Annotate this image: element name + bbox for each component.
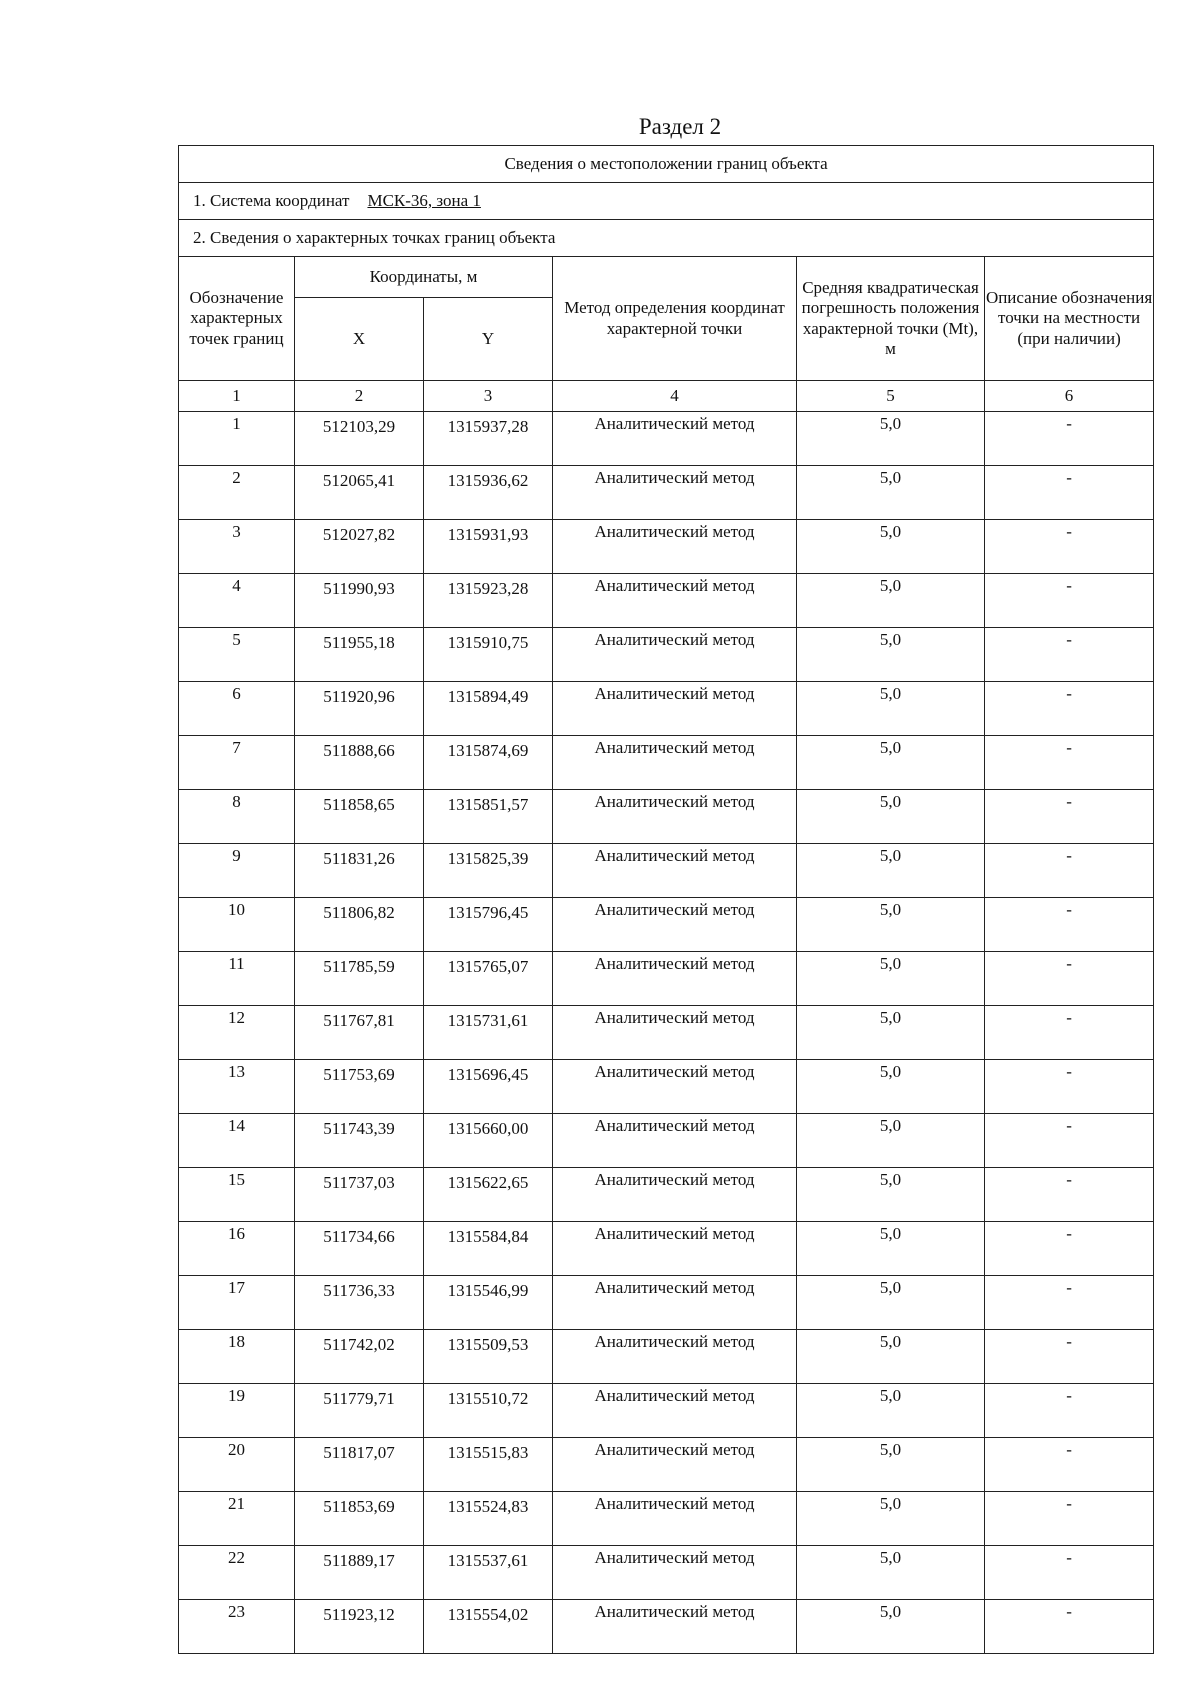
error-cell: 5,0 xyxy=(797,1006,985,1060)
y-coordinate-cell: 1315622,65 xyxy=(424,1168,553,1222)
point-number-cell: 13 xyxy=(179,1060,295,1114)
error-cell: 5,0 xyxy=(797,1384,985,1438)
table-row xyxy=(179,898,1154,952)
table-row xyxy=(179,952,1154,1006)
header-coordinates: Координаты, м xyxy=(295,257,553,298)
y-coordinate-cell: 1315731,61 xyxy=(424,1006,553,1060)
x-coordinate-cell: 511753,69 xyxy=(295,1060,424,1114)
coordinate-system-label: 1. Система координат xyxy=(193,191,350,210)
method-cell: Аналитический метод xyxy=(553,682,797,736)
error-cell: 5,0 xyxy=(797,1492,985,1546)
method-cell: Аналитический метод xyxy=(553,1384,797,1438)
description-cell: - xyxy=(985,412,1154,466)
header-description: Описание обозначения точки на местности (при наличии) xyxy=(985,257,1154,381)
header-error: Средняя квадратическая погрешность положения характерной точки (Mt), м xyxy=(797,257,985,381)
method-cell: Аналитический метод xyxy=(553,574,797,628)
method-cell: Аналитический метод xyxy=(553,466,797,520)
x-coordinate-cell: 511853,69 xyxy=(295,1492,424,1546)
y-coordinate-cell: 1315931,93 xyxy=(424,520,553,574)
y-coordinate-cell: 1315923,28 xyxy=(424,574,553,628)
column-number: 4 xyxy=(553,381,797,412)
y-coordinate-cell: 1315660,00 xyxy=(424,1114,553,1168)
error-cell: 5,0 xyxy=(797,628,985,682)
header-method: Метод определения координат характерной точки xyxy=(553,257,797,381)
error-cell: 5,0 xyxy=(797,1438,985,1492)
table-row xyxy=(179,1546,1154,1600)
method-cell: Аналитический метод xyxy=(553,1222,797,1276)
error-cell: 5,0 xyxy=(797,520,985,574)
error-cell: 5,0 xyxy=(797,1222,985,1276)
error-cell: 5,0 xyxy=(797,466,985,520)
y-coordinate-cell: 1315509,53 xyxy=(424,1330,553,1384)
description-cell: - xyxy=(985,574,1154,628)
x-coordinate-cell: 511734,66 xyxy=(295,1222,424,1276)
table-row xyxy=(179,682,1154,736)
error-cell: 5,0 xyxy=(797,844,985,898)
x-coordinate-cell: 511742,02 xyxy=(295,1330,424,1384)
x-coordinate-cell: 511785,59 xyxy=(295,952,424,1006)
point-number-cell: 1 xyxy=(179,412,295,466)
y-coordinate-cell: 1315515,83 xyxy=(424,1438,553,1492)
description-cell: - xyxy=(985,844,1154,898)
table-row xyxy=(179,1168,1154,1222)
method-cell: Аналитический метод xyxy=(553,1546,797,1600)
method-cell: Аналитический метод xyxy=(553,1438,797,1492)
description-cell: - xyxy=(985,1330,1154,1384)
table-title: Сведения о местоположении границ объекта xyxy=(179,146,1154,183)
description-cell: - xyxy=(985,1492,1154,1546)
table-row xyxy=(179,1600,1154,1654)
header-x: X xyxy=(295,298,424,381)
y-coordinate-cell: 1315894,49 xyxy=(424,682,553,736)
description-cell: - xyxy=(985,466,1154,520)
error-cell: 5,0 xyxy=(797,682,985,736)
y-coordinate-cell: 1315765,07 xyxy=(424,952,553,1006)
y-coordinate-cell: 1315936,62 xyxy=(424,466,553,520)
method-cell: Аналитический метод xyxy=(553,1114,797,1168)
x-coordinate-cell: 511920,96 xyxy=(295,682,424,736)
description-cell: - xyxy=(985,682,1154,736)
description-cell: - xyxy=(985,1114,1154,1168)
error-cell: 5,0 xyxy=(797,1060,985,1114)
column-number: 6 xyxy=(985,381,1154,412)
description-cell: - xyxy=(985,1384,1154,1438)
table-row xyxy=(179,1006,1154,1060)
description-cell: - xyxy=(985,1006,1154,1060)
table-row xyxy=(179,736,1154,790)
y-coordinate-cell: 1315825,39 xyxy=(424,844,553,898)
points-section-label: 2. Сведения о характерных точках границ объекта xyxy=(179,220,1154,257)
point-number-cell: 12 xyxy=(179,1006,295,1060)
x-coordinate-cell: 511923,12 xyxy=(295,1600,424,1654)
y-coordinate-cell: 1315937,28 xyxy=(424,412,553,466)
table-row xyxy=(179,628,1154,682)
method-cell: Аналитический метод xyxy=(553,1492,797,1546)
y-coordinate-cell: 1315910,75 xyxy=(424,628,553,682)
column-number: 5 xyxy=(797,381,985,412)
x-coordinate-cell: 511767,81 xyxy=(295,1006,424,1060)
y-coordinate-cell: 1315537,61 xyxy=(424,1546,553,1600)
point-number-cell: 6 xyxy=(179,682,295,736)
x-coordinate-cell: 511990,93 xyxy=(295,574,424,628)
section-title: Раздел 2 xyxy=(638,114,722,139)
point-number-cell: 4 xyxy=(179,574,295,628)
x-coordinate-cell: 511737,03 xyxy=(295,1168,424,1222)
point-number-cell: 5 xyxy=(179,628,295,682)
y-coordinate-cell: 1315874,69 xyxy=(424,736,553,790)
method-cell: Аналитический метод xyxy=(553,1060,797,1114)
column-number-row xyxy=(179,381,1154,412)
x-coordinate-cell: 512027,82 xyxy=(295,520,424,574)
error-cell: 5,0 xyxy=(797,412,985,466)
description-cell: - xyxy=(985,1276,1154,1330)
error-cell: 5,0 xyxy=(797,898,985,952)
point-number-cell: 17 xyxy=(179,1276,295,1330)
x-coordinate-cell: 511779,71 xyxy=(295,1384,424,1438)
table-row xyxy=(179,520,1154,574)
table-row xyxy=(179,1222,1154,1276)
description-cell: - xyxy=(985,1438,1154,1492)
point-number-cell: 2 xyxy=(179,466,295,520)
y-coordinate-cell: 1315524,83 xyxy=(424,1492,553,1546)
description-cell: - xyxy=(985,1546,1154,1600)
error-cell: 5,0 xyxy=(797,1546,985,1600)
method-cell: Аналитический метод xyxy=(553,1006,797,1060)
method-cell: Аналитический метод xyxy=(553,898,797,952)
x-coordinate-cell: 511955,18 xyxy=(295,628,424,682)
coordinate-system-value: МСК-36, зона 1 xyxy=(367,191,481,210)
boundary-points-table xyxy=(178,145,1154,1654)
table-row xyxy=(179,844,1154,898)
method-cell: Аналитический метод xyxy=(553,520,797,574)
point-number-cell: 20 xyxy=(179,1438,295,1492)
x-coordinate-cell: 511817,07 xyxy=(295,1438,424,1492)
method-cell: Аналитический метод xyxy=(553,1168,797,1222)
description-cell: - xyxy=(985,628,1154,682)
error-cell: 5,0 xyxy=(797,790,985,844)
table-row xyxy=(179,1492,1154,1546)
y-coordinate-cell: 1315796,45 xyxy=(424,898,553,952)
x-coordinate-cell: 511736,33 xyxy=(295,1276,424,1330)
description-cell: - xyxy=(985,1600,1154,1654)
column-number: 2 xyxy=(295,381,424,412)
method-cell: Аналитический метод xyxy=(553,628,797,682)
table-row xyxy=(179,1384,1154,1438)
x-coordinate-cell: 511806,82 xyxy=(295,898,424,952)
method-cell: Аналитический метод xyxy=(553,844,797,898)
column-number: 1 xyxy=(179,381,295,412)
point-number-cell: 19 xyxy=(179,1384,295,1438)
y-coordinate-cell: 1315510,72 xyxy=(424,1384,553,1438)
point-number-cell: 15 xyxy=(179,1168,295,1222)
description-cell: - xyxy=(985,1168,1154,1222)
point-number-cell: 3 xyxy=(179,520,295,574)
point-number-cell: 10 xyxy=(179,898,295,952)
x-coordinate-cell: 511858,65 xyxy=(295,790,424,844)
error-cell: 5,0 xyxy=(797,1330,985,1384)
description-cell: - xyxy=(985,1222,1154,1276)
point-number-cell: 23 xyxy=(179,1600,295,1654)
method-cell: Аналитический метод xyxy=(553,736,797,790)
y-coordinate-cell: 1315554,02 xyxy=(424,1600,553,1654)
error-cell: 5,0 xyxy=(797,574,985,628)
method-cell: Аналитический метод xyxy=(553,1276,797,1330)
method-cell: Аналитический метод xyxy=(553,790,797,844)
table-row xyxy=(179,412,1154,466)
point-number-cell: 7 xyxy=(179,736,295,790)
x-coordinate-cell: 511889,17 xyxy=(295,1546,424,1600)
description-cell: - xyxy=(985,520,1154,574)
y-coordinate-cell: 1315851,57 xyxy=(424,790,553,844)
table-row xyxy=(179,466,1154,520)
header-point-designation: Обозначение характерных точек границ xyxy=(179,257,295,381)
x-coordinate-cell: 511888,66 xyxy=(295,736,424,790)
point-number-cell: 8 xyxy=(179,790,295,844)
method-cell: Аналитический метод xyxy=(553,1600,797,1654)
point-number-cell: 16 xyxy=(179,1222,295,1276)
table-row xyxy=(179,1276,1154,1330)
method-cell: Аналитический метод xyxy=(553,1330,797,1384)
error-cell: 5,0 xyxy=(797,1168,985,1222)
error-cell: 5,0 xyxy=(797,952,985,1006)
table-row xyxy=(179,1114,1154,1168)
point-number-cell: 14 xyxy=(179,1114,295,1168)
coordinate-system-row xyxy=(179,183,1154,220)
point-number-cell: 11 xyxy=(179,952,295,1006)
table-row xyxy=(179,1438,1154,1492)
error-cell: 5,0 xyxy=(797,1276,985,1330)
table-row xyxy=(179,1060,1154,1114)
table-row xyxy=(179,1330,1154,1384)
column-number: 3 xyxy=(424,381,553,412)
point-number-cell: 18 xyxy=(179,1330,295,1384)
description-cell: - xyxy=(985,952,1154,1006)
method-cell: Аналитический метод xyxy=(553,412,797,466)
y-coordinate-cell: 1315584,84 xyxy=(424,1222,553,1276)
description-cell: - xyxy=(985,898,1154,952)
point-number-cell: 21 xyxy=(179,1492,295,1546)
header-y: Y xyxy=(424,298,553,381)
y-coordinate-cell: 1315696,45 xyxy=(424,1060,553,1114)
error-cell: 5,0 xyxy=(797,1114,985,1168)
error-cell: 5,0 xyxy=(797,1600,985,1654)
method-cell: Аналитический метод xyxy=(553,952,797,1006)
description-cell: - xyxy=(985,1060,1154,1114)
point-number-cell: 9 xyxy=(179,844,295,898)
description-cell: - xyxy=(985,790,1154,844)
x-coordinate-cell: 512065,41 xyxy=(295,466,424,520)
table-row xyxy=(179,574,1154,628)
table-row xyxy=(179,790,1154,844)
x-coordinate-cell: 511743,39 xyxy=(295,1114,424,1168)
description-cell: - xyxy=(985,736,1154,790)
point-number-cell: 22 xyxy=(179,1546,295,1600)
error-cell: 5,0 xyxy=(797,736,985,790)
y-coordinate-cell: 1315546,99 xyxy=(424,1276,553,1330)
x-coordinate-cell: 511831,26 xyxy=(295,844,424,898)
x-coordinate-cell: 512103,29 xyxy=(295,412,424,466)
